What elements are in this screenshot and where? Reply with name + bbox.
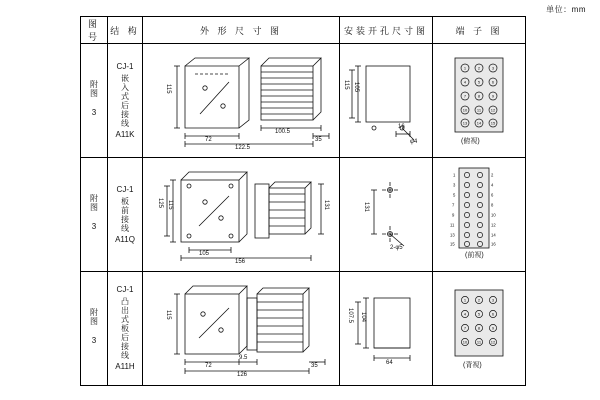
svg-text:12: 12 — [490, 107, 496, 113]
row3-structure — [108, 272, 143, 386]
row1-mount-dim-phi4: φ4 — [410, 139, 418, 145]
row2-structure-code: CJ-1 — [116, 184, 134, 194]
svg-text:15: 15 — [450, 241, 455, 247]
row3-structure-text: 凸出式板后接线 — [120, 297, 130, 360]
table-row — [81, 272, 526, 386]
svg-text:3: 3 — [491, 297, 495, 303]
svg-text:15: 15 — [490, 120, 496, 126]
row3-outline-svg — [143, 272, 339, 384]
svg-text:8: 8 — [491, 202, 494, 208]
row1-mount-dim-105: 105 — [353, 82, 359, 93]
row3-figure-no — [81, 272, 108, 386]
row2-dim-156: 156 — [235, 259, 246, 265]
svg-text:12: 12 — [490, 339, 496, 345]
svg-text:2: 2 — [477, 65, 481, 71]
row3-dim-72: 72 — [205, 363, 212, 369]
svg-text:16: 16 — [491, 241, 496, 247]
svg-text:9: 9 — [452, 212, 455, 218]
row3-terminal-caption: (背视) — [463, 362, 482, 369]
svg-text:9: 9 — [491, 325, 495, 331]
row1-structure — [108, 44, 143, 158]
row2-dim-115: 115 — [167, 200, 173, 210]
svg-text:14: 14 — [491, 232, 496, 238]
svg-text:7: 7 — [463, 93, 467, 99]
svg-text:1: 1 — [463, 297, 467, 303]
row1-figure-no — [81, 44, 108, 158]
row2-dim-105: 105 — [199, 251, 210, 257]
row3-structure-model: A11H — [115, 362, 135, 371]
row3-dim-35: 35 — [311, 363, 318, 369]
svg-text:4: 4 — [491, 182, 494, 188]
svg-text:6: 6 — [491, 192, 494, 198]
col-header-structure: 结 构 — [108, 17, 143, 44]
svg-text:5: 5 — [477, 311, 481, 317]
row3-mounting-svg — [340, 272, 432, 384]
svg-text:2: 2 — [477, 297, 481, 303]
row2-mounting-drawing — [340, 158, 433, 272]
svg-text:4: 4 — [463, 311, 467, 317]
svg-text:11: 11 — [450, 222, 455, 228]
svg-text:1: 1 — [453, 172, 456, 178]
unit-note: 单位：mm — [546, 5, 586, 14]
row2-structure-model: A11Q — [115, 234, 135, 244]
svg-text:7: 7 — [463, 325, 467, 331]
row3-mounting-drawing — [340, 272, 433, 386]
row3-dim-126: 126 — [237, 372, 248, 378]
row3-terminal-drawing — [433, 272, 526, 386]
row3-dim-115: 115 — [165, 310, 171, 320]
svg-text:11: 11 — [476, 107, 482, 113]
svg-text:10: 10 — [462, 339, 468, 345]
row2-dim-131: 131 — [323, 200, 329, 211]
table-row — [81, 44, 526, 158]
row1-outline-drawing — [143, 44, 340, 158]
svg-text:10: 10 — [491, 212, 496, 218]
row1-figure-no-label: 附图 3 — [89, 79, 99, 118]
row3-dim-95: 9.5 — [239, 355, 248, 361]
svg-text:6: 6 — [491, 79, 495, 85]
row1-dim-1225: 122.5 — [235, 145, 251, 151]
row2-structure — [108, 158, 143, 272]
row1-structure-model: A11K — [115, 129, 135, 139]
row1-terminal-drawing — [433, 44, 526, 158]
row2-dim-125: 125 — [157, 198, 163, 209]
svg-text:3: 3 — [453, 182, 456, 188]
row2-terminal-drawing — [433, 158, 526, 272]
row3-figure-no-label: 附图 3 — [89, 307, 99, 346]
svg-text:8: 8 — [477, 93, 481, 99]
row2-figure-no — [81, 158, 108, 272]
svg-text:4: 4 — [463, 79, 467, 85]
row1-mount-dim-115: 115 — [343, 80, 349, 90]
row2-outline-svg — [143, 158, 339, 270]
table-header-row — [81, 17, 526, 44]
svg-text:1: 1 — [463, 65, 467, 71]
row3-mount-dim-64: 64 — [386, 360, 393, 366]
row1-dim-35: 35 — [315, 137, 322, 143]
svg-text:6: 6 — [491, 311, 495, 317]
row1-mounting-svg — [340, 44, 432, 156]
row1-mount-dim-16: 16 — [398, 124, 405, 130]
row1-dim-115: 115 — [165, 84, 171, 94]
row2-structure-text: 板前接线 — [120, 196, 130, 233]
svg-text:13: 13 — [462, 120, 468, 126]
svg-text:5: 5 — [477, 79, 481, 85]
row3-structure-code: CJ-1 — [116, 285, 134, 294]
svg-text:5: 5 — [453, 192, 456, 198]
row1-structure-text: 嵌入式后接线 — [120, 73, 130, 128]
svg-text:10: 10 — [462, 107, 468, 113]
svg-text:3: 3 — [491, 65, 495, 71]
row1-dim-72: 72 — [205, 137, 212, 143]
svg-text:11: 11 — [476, 339, 482, 345]
svg-text:7: 7 — [452, 202, 455, 208]
row3-outline-drawing — [143, 272, 340, 386]
row1-structure-code: CJ-1 — [116, 61, 134, 71]
svg-text:12: 12 — [491, 222, 496, 228]
col-header-terminal: 端 子 图 — [433, 17, 526, 44]
svg-text:2: 2 — [491, 172, 494, 178]
row3-mount-dim-104: 104 — [360, 312, 366, 323]
row2-mount-dim-131: 131 — [363, 202, 369, 213]
col-header-no: 图 号 — [81, 17, 108, 44]
col-header-outline: 外 形 尺 寸 图 — [143, 17, 340, 44]
row2-mounting-svg — [340, 158, 432, 270]
dimension-table — [80, 16, 526, 386]
col-header-mounting: 安装开孔尺寸图 — [340, 17, 433, 44]
svg-text:9: 9 — [491, 93, 495, 99]
row1-outline-svg — [143, 44, 339, 156]
row2-outline-drawing — [143, 158, 340, 272]
row1-dim-1005: 100.5 — [275, 129, 291, 135]
row2-mount-dim-2phi5: 2-φ5 — [390, 245, 403, 251]
row3-mount-dim-1075: 107.5 — [347, 308, 353, 324]
svg-text:13: 13 — [450, 232, 455, 238]
table-row — [81, 158, 526, 272]
svg-text:8: 8 — [477, 325, 481, 331]
row1-mounting-drawing — [340, 44, 433, 158]
row2-figure-no-label: 附图 3 — [89, 193, 99, 232]
row1-terminal-caption: (俯视) — [461, 138, 480, 145]
row2-terminal-caption: (前视) — [465, 252, 484, 259]
svg-text:14: 14 — [476, 120, 482, 126]
